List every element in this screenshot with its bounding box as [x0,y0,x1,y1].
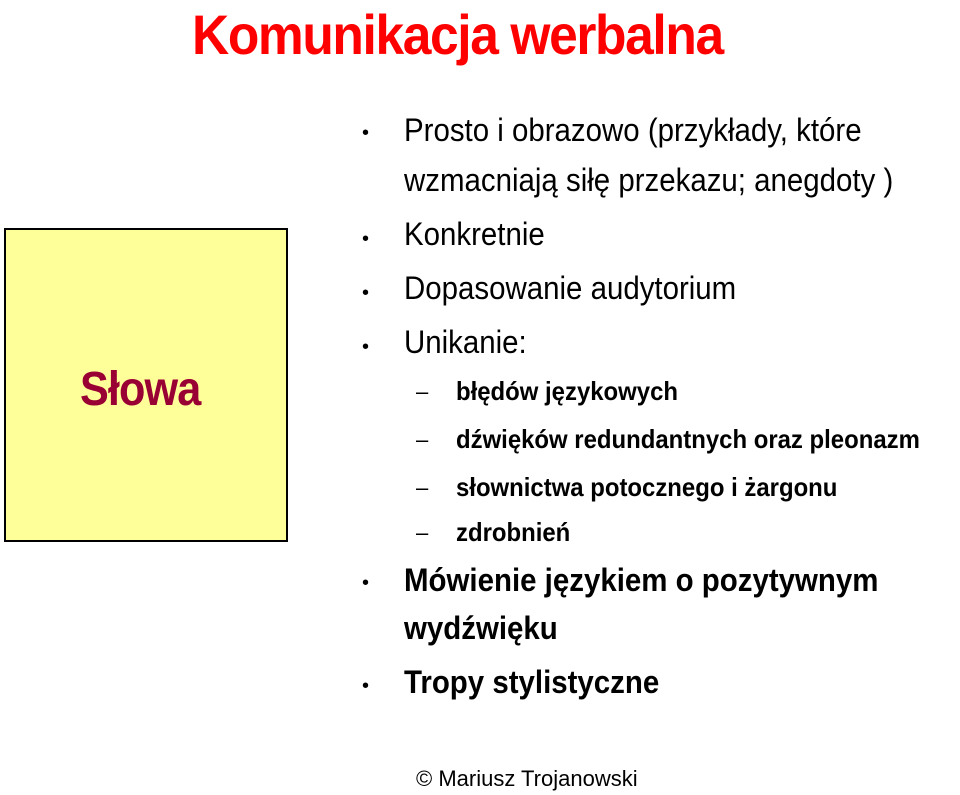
box-label: Słowa [80,363,201,416]
bullet-text: Prosto i obrazowo (przykłady, które [404,112,862,148]
bullet-text: wzmacniają siłę przekazu; anegdoty ) [404,162,894,198]
slide-title: Komunikacja werbalna [192,3,723,66]
sub-item-text: dźwięków redundantnych oraz pleonazm [456,424,920,454]
bullet-marker: • [362,572,370,594]
sub-item-text: słownictwa potocznego i żargonu [456,472,838,502]
copyright-footer: © Mariusz Trojanowski [416,766,638,791]
bullet-text: wydźwięku [404,610,558,646]
bullet-marker: • [362,122,370,144]
bullet-marker: • [362,336,370,358]
bullet-marker: • [362,282,370,304]
bullet-marker: • [362,228,370,250]
dash-marker: – [416,475,429,500]
bullet-text: Unikanie: [404,324,527,360]
dash-marker: – [416,427,429,452]
dash-marker: – [416,520,429,545]
dash-marker: – [416,379,429,404]
bullet-text: Konkretnie [404,216,545,252]
bullet-marker: • [362,675,370,697]
sub-item-text: zdrobnień [456,517,571,547]
bullet-text: Tropy stylistyczne [404,664,660,700]
sub-item-text: błędów językowych [456,376,678,406]
bullet-text: Mówienie językiem o pozytywnym [404,562,879,598]
bullet-text: Dopasowanie audytorium [404,270,737,306]
